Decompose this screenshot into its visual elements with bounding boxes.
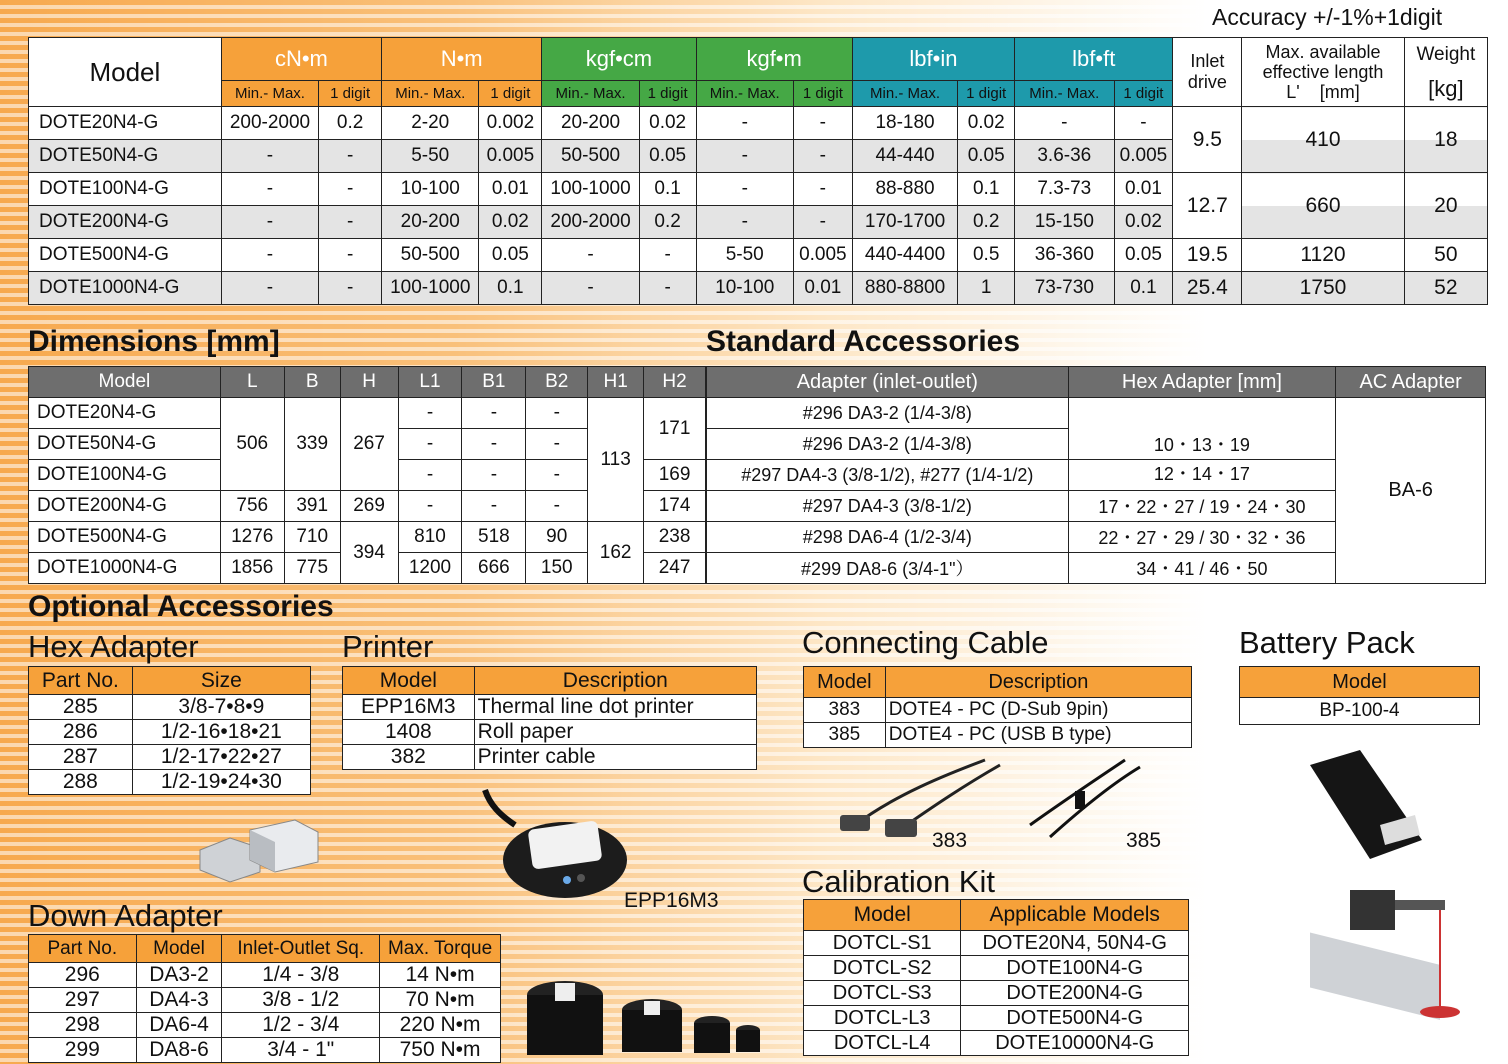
cable-desc: DOTE4 - PC (USB B type)	[885, 723, 1191, 748]
spec-cell: 5-50	[696, 239, 793, 272]
accuracy-note: Accuracy +/-1%+1digit	[1212, 4, 1443, 30]
down-model: DA8-6	[136, 1038, 222, 1063]
inlet-header: Inlet drive	[1173, 38, 1242, 107]
cal-model: DOTCL-L4	[804, 1031, 961, 1056]
dims-B1: 518	[462, 522, 526, 553]
length-header	[1242, 38, 1404, 107]
std-adapter: #299 DA8-6 (3/4-1"）	[707, 553, 1069, 584]
hex-size: 1/2-17•22•27	[132, 745, 310, 770]
spec-cell: 100-1000	[542, 173, 639, 206]
spec-cell: 0.002	[479, 107, 542, 140]
dims-H2: 171	[644, 398, 706, 460]
dims-L1: -	[398, 491, 462, 522]
minmax-label: Min.- Max.	[696, 81, 793, 107]
digit-label: 1 digit	[639, 81, 696, 107]
down-adapter-image	[520, 975, 780, 1063]
dimensions-title: Dimensions [mm]	[28, 325, 280, 358]
spec-cell: -	[319, 239, 382, 272]
weight-value: 50	[1404, 239, 1487, 272]
calibration-table	[803, 899, 1189, 1056]
dims-header: Model	[29, 367, 221, 398]
printer-desc: Roll paper	[474, 720, 756, 745]
printer-desc: Printer cable	[474, 745, 756, 770]
std-hex: 34・41 / 46・50	[1068, 553, 1336, 584]
unit-header: lbf•in	[852, 38, 1014, 81]
weight-header	[1404, 38, 1487, 107]
cable-table	[803, 666, 1192, 748]
spec-cell: 18-180	[852, 107, 958, 140]
hex-title: Hex Adapter	[28, 629, 199, 664]
cal-model: DOTCL-S1	[804, 931, 961, 956]
dims-header: L	[220, 367, 284, 398]
spec-cell: 15-150	[1015, 206, 1114, 239]
spec-cell: -	[221, 206, 318, 239]
down-sq: 1/4 - 3/8	[222, 963, 380, 988]
length-value: 1750	[1242, 272, 1404, 305]
inlet-value: 12.7	[1173, 173, 1242, 239]
spec-cell: -	[319, 272, 382, 305]
dims-L: 506	[220, 398, 284, 491]
minmax-label: Min.- Max.	[852, 81, 958, 107]
dims-H1: 162	[588, 522, 644, 584]
digit-label: 1 digit	[1114, 81, 1173, 107]
hex-size: 1/2-16•18•21	[132, 720, 310, 745]
printer-caption: EPP16M3	[624, 889, 719, 912]
cal-applicable: DOTE500N4-G	[961, 1006, 1189, 1031]
std-adapter: #297 DA4-3 (3/8-1/2), #277 (1/4-1/2)	[707, 460, 1069, 491]
dims-model: DOTE200N4-G	[29, 491, 221, 522]
battery-table	[1239, 666, 1480, 725]
spec-cell: 0.005	[1114, 140, 1173, 173]
printer-model: EPP16M3	[343, 695, 475, 720]
spec-cell: 0.02	[958, 107, 1015, 140]
cable-header: Model	[804, 667, 886, 698]
minmax-label: Min.- Max.	[382, 81, 479, 107]
spec-cell: 0.02	[479, 206, 542, 239]
dims-B: 339	[284, 398, 340, 491]
spec-cell: -	[319, 140, 382, 173]
dims-H1: 113	[588, 398, 644, 522]
spec-cell: 0.5	[958, 239, 1015, 272]
dims-header: H1	[588, 367, 644, 398]
spec-cell: -	[1114, 107, 1173, 140]
spec-cell: 73-730	[1015, 272, 1114, 305]
dims-model: DOTE50N4-G	[29, 429, 221, 460]
std-adapter: #296 DA3-2 (1/4-3/8)	[707, 429, 1069, 460]
weight-header-text: Weight	[1416, 44, 1476, 65]
weight-value: 18	[1404, 107, 1487, 173]
down-torque: 14 N•m	[380, 963, 501, 988]
cal-applicable: DOTE100N4-G	[961, 956, 1189, 981]
calibration-kit-image	[1300, 870, 1470, 1020]
std-adapter: #296 DA3-2 (1/4-3/8)	[707, 398, 1069, 429]
digit-label: 1 digit	[958, 81, 1015, 107]
inlet-value: 19.5	[1173, 239, 1242, 272]
down-title: Down Adapter	[28, 898, 223, 933]
dims-header: H2	[644, 367, 706, 398]
spec-cell: -	[542, 272, 639, 305]
spec-cell: -	[696, 140, 793, 173]
std-hex: 17・22・27 / 19・24・30	[1068, 491, 1336, 522]
dims-model: DOTE100N4-G	[29, 460, 221, 491]
down-header: Model	[136, 935, 222, 963]
cal-model: DOTCL-S2	[804, 956, 961, 981]
printer-table	[342, 666, 757, 770]
std-hex: 10・13・19	[1068, 398, 1336, 460]
printer-header: Description	[474, 667, 756, 695]
spec-cell: 5-50	[382, 140, 479, 173]
cal-model: DOTCL-S3	[804, 981, 961, 1006]
spec-cell: 20-200	[542, 107, 639, 140]
dims-header: B1	[462, 367, 526, 398]
dims-B1: -	[462, 460, 526, 491]
spec-cell: -	[319, 206, 382, 239]
spec-cell: -	[639, 239, 696, 272]
battery-image	[1300, 745, 1430, 865]
spec-cell: -	[221, 140, 318, 173]
dims-header: B	[284, 367, 340, 398]
dims-H: 267	[340, 398, 398, 491]
std-adapter: #298 DA6-4 (1/2-3/4)	[707, 522, 1069, 553]
dims-B1: -	[462, 429, 526, 460]
dims-L: 756	[220, 491, 284, 522]
unit-header: N•m	[382, 38, 542, 81]
spec-cell: -	[793, 206, 852, 239]
weight-value: 52	[1404, 272, 1487, 305]
digit-label: 1 digit	[319, 81, 382, 107]
standard-table	[706, 366, 1486, 584]
spec-cell: -	[639, 272, 696, 305]
std-ac: BA-6	[1336, 398, 1486, 584]
dims-H: 394	[340, 522, 398, 584]
std-hex: 22・27・29 / 30・32・36	[1068, 522, 1336, 553]
standard-title: Standard Accessories	[706, 325, 1021, 358]
spec-cell: 440-4400	[852, 239, 958, 272]
spec-cell: 1	[958, 272, 1015, 305]
down-torque: 750 N•m	[380, 1038, 501, 1063]
spec-cell: 170-1700	[852, 206, 958, 239]
hex-part: 285	[29, 695, 133, 720]
spec-model: DOTE1000N4-G	[29, 272, 222, 305]
length-value: 1120	[1242, 239, 1404, 272]
spec-cell: 880-8800	[852, 272, 958, 305]
spec-cell: 0.02	[639, 107, 696, 140]
unit-header: kgf•m	[696, 38, 852, 81]
minmax-label: Min.- Max.	[542, 81, 639, 107]
spec-cell: -	[793, 140, 852, 173]
inlet-value: 9.5	[1173, 107, 1242, 173]
dims-B2: -	[526, 398, 588, 429]
spec-cell: 0.005	[793, 239, 852, 272]
spec-cell: 7.3-73	[1015, 173, 1114, 206]
spec-cell: 36-360	[1015, 239, 1114, 272]
battery-model: BP-100-4	[1240, 698, 1480, 725]
hex-part: 287	[29, 745, 133, 770]
battery-header: Model	[1240, 667, 1480, 698]
dims-B2: 90	[526, 522, 588, 553]
down-header: Inlet-Outlet Sq.	[222, 935, 380, 963]
dims-L: 1856	[220, 553, 284, 584]
spec-cell: 0.05	[958, 140, 1015, 173]
length-value: 410	[1242, 107, 1404, 173]
battery-title: Battery Pack	[1239, 625, 1415, 660]
hex-adapter-image	[190, 810, 330, 890]
cable-desc: DOTE4 - PC (D-Sub 9pin)	[885, 698, 1191, 723]
printer-title: Printer	[342, 629, 434, 664]
spec-model-header: Model	[29, 38, 222, 107]
down-part: 299	[29, 1038, 137, 1063]
hex-part: 288	[29, 770, 133, 795]
spec-row	[29, 107, 1488, 140]
minmax-label: Min.- Max.	[221, 81, 318, 107]
hex-size: 1/2-19•24•30	[132, 770, 310, 795]
unit-header: cN•m	[221, 38, 381, 81]
length-header-text: Max. available effective length	[1262, 42, 1384, 82]
down-sq: 3/4 - 1"	[222, 1038, 380, 1063]
std-hex: 12・14・17	[1068, 460, 1336, 491]
printer-model: 1408	[343, 720, 475, 745]
spec-cell: -	[696, 107, 793, 140]
spec-cell: -	[793, 173, 852, 206]
down-torque: 70 N•m	[380, 988, 501, 1013]
cal-header: Model	[804, 900, 961, 931]
dimensions-table	[28, 366, 706, 584]
printer-header: Model	[343, 667, 475, 695]
std-adapter: #297 DA4-3 (3/8-1/2)	[707, 491, 1069, 522]
dims-L1: -	[398, 460, 462, 491]
length-unit: L' [mm]	[1286, 82, 1360, 102]
inlet-value: 25.4	[1173, 272, 1242, 305]
spec-row	[29, 239, 1488, 272]
down-model: DA4-3	[136, 988, 222, 1013]
spec-cell: 0.1	[958, 173, 1015, 206]
spec-cell: 44-440	[852, 140, 958, 173]
spec-model: DOTE500N4-G	[29, 239, 222, 272]
unit-header: kgf•cm	[542, 38, 696, 81]
dims-B2: -	[526, 460, 588, 491]
spec-cell: -	[221, 173, 318, 206]
spec-cell: -	[696, 173, 793, 206]
dims-model: DOTE500N4-G	[29, 522, 221, 553]
down-sq: 3/8 - 1/2	[222, 988, 380, 1013]
spec-cell: 0.2	[958, 206, 1015, 239]
dims-L1: -	[398, 429, 462, 460]
printer-image	[475, 785, 635, 905]
spec-cell: 0.01	[1114, 173, 1173, 206]
digit-label: 1 digit	[793, 81, 852, 107]
down-header: Max. Torque	[380, 935, 501, 963]
cable-header: Description	[885, 667, 1191, 698]
spec-cell: 50-500	[542, 140, 639, 173]
cal-header: Applicable Models	[961, 900, 1189, 931]
dims-L1: 810	[398, 522, 462, 553]
dims-H2: 169	[644, 460, 706, 491]
dims-B: 710	[284, 522, 340, 553]
cable-model: 383	[804, 698, 886, 723]
hex-header: Size	[132, 667, 310, 695]
dims-model: DOTE20N4-G	[29, 398, 221, 429]
spec-cell: -	[319, 173, 382, 206]
dims-L: 1276	[220, 522, 284, 553]
spec-model: DOTE100N4-G	[29, 173, 222, 206]
optional-title: Optional Accessories	[28, 590, 334, 623]
spec-cell: 10-100	[696, 272, 793, 305]
down-header: Part No.	[29, 935, 137, 963]
hex-part: 286	[29, 720, 133, 745]
printer-model: 382	[343, 745, 475, 770]
spec-cell: 10-100	[382, 173, 479, 206]
cable-image	[835, 755, 1145, 845]
spec-cell: 0.01	[479, 173, 542, 206]
dims-B2: 150	[526, 553, 588, 584]
hex-header: Part No.	[29, 667, 133, 695]
cable-caption: 385	[1126, 829, 1162, 852]
dims-B: 391	[284, 491, 340, 522]
std-header: Adapter (inlet-outlet)	[707, 367, 1069, 398]
std-header: AC Adapter	[1336, 367, 1486, 398]
spec-cell: 0.05	[639, 140, 696, 173]
weight-value: 20	[1404, 173, 1487, 239]
length-value: 660	[1242, 173, 1404, 239]
spec-cell: 200-2000	[542, 206, 639, 239]
cal-applicable: DOTE20N4, 50N4-G	[961, 931, 1189, 956]
down-model: DA6-4	[136, 1013, 222, 1038]
cable-caption: 383	[932, 829, 968, 852]
dims-B: 775	[284, 553, 340, 584]
spec-cell: 88-880	[852, 173, 958, 206]
spec-cell: 0.05	[479, 239, 542, 272]
dims-H2: 247	[644, 553, 706, 584]
down-sq: 1/2 - 3/4	[222, 1013, 380, 1038]
spec-cell: 0.01	[793, 272, 852, 305]
spec-row	[29, 173, 1488, 206]
spec-cell: 2-20	[382, 107, 479, 140]
digit-label: 1 digit	[479, 81, 542, 107]
dims-B1: -	[462, 398, 526, 429]
dims-B1: -	[462, 491, 526, 522]
spec-cell: 0.2	[319, 107, 382, 140]
spec-cell: -	[221, 272, 318, 305]
cal-model: DOTCL-L3	[804, 1006, 961, 1031]
std-header: Hex Adapter [mm]	[1068, 367, 1336, 398]
spec-cell: 200-2000	[221, 107, 318, 140]
dims-B2: -	[526, 429, 588, 460]
spec-cell: -	[1015, 107, 1114, 140]
hex-table	[28, 666, 311, 795]
dims-H2: 238	[644, 522, 706, 553]
printer-desc: Thermal line dot printer	[474, 695, 756, 720]
spec-cell: 50-500	[382, 239, 479, 272]
dims-header: B2	[526, 367, 588, 398]
dims-B1: 666	[462, 553, 526, 584]
dims-H2: 174	[644, 491, 706, 522]
cal-applicable: DOTE10000N4-G	[961, 1031, 1189, 1056]
dims-L1: 1200	[398, 553, 462, 584]
unit-header: lbf•ft	[1015, 38, 1173, 81]
down-part: 298	[29, 1013, 137, 1038]
hex-size: 3/8-7•8•9	[132, 695, 310, 720]
spec-cell: 0.05	[1114, 239, 1173, 272]
down-table	[28, 934, 501, 1063]
spec-cell: 0.1	[639, 173, 696, 206]
dims-L1: -	[398, 398, 462, 429]
cal-applicable: DOTE200N4-G	[961, 981, 1189, 1006]
spec-model: DOTE50N4-G	[29, 140, 222, 173]
spec-cell: 0.1	[1114, 272, 1173, 305]
spec-cell: -	[793, 107, 852, 140]
cable-model: 385	[804, 723, 886, 748]
spec-cell: 3.6-36	[1015, 140, 1114, 173]
down-part: 296	[29, 963, 137, 988]
dims-model: DOTE1000N4-G	[29, 553, 221, 584]
spec-cell: 0.005	[479, 140, 542, 173]
spec-cell: -	[696, 206, 793, 239]
spec-model: DOTE200N4-G	[29, 206, 222, 239]
cable-title: Connecting Cable	[802, 625, 1049, 660]
spec-row	[29, 272, 1488, 305]
spec-cell: 20-200	[382, 206, 479, 239]
dims-header: L1	[398, 367, 462, 398]
spec-cell: -	[221, 239, 318, 272]
spec-cell: 100-1000	[382, 272, 479, 305]
down-torque: 220 N•m	[380, 1013, 501, 1038]
down-model: DA3-2	[136, 963, 222, 988]
dims-H: 269	[340, 491, 398, 522]
down-part: 297	[29, 988, 137, 1013]
spec-cell: 0.1	[479, 272, 542, 305]
spec-cell: -	[542, 239, 639, 272]
spec-model: DOTE20N4-G	[29, 107, 222, 140]
calibration-title: Calibration Kit	[802, 864, 995, 899]
minmax-label: Min.- Max.	[1015, 81, 1114, 107]
spec-table	[28, 37, 1488, 305]
dims-B2: -	[526, 491, 588, 522]
dims-header: H	[340, 367, 398, 398]
weight-unit: [kg]	[1428, 76, 1464, 101]
spec-cell: 0.2	[639, 206, 696, 239]
spec-cell: 0.02	[1114, 206, 1173, 239]
